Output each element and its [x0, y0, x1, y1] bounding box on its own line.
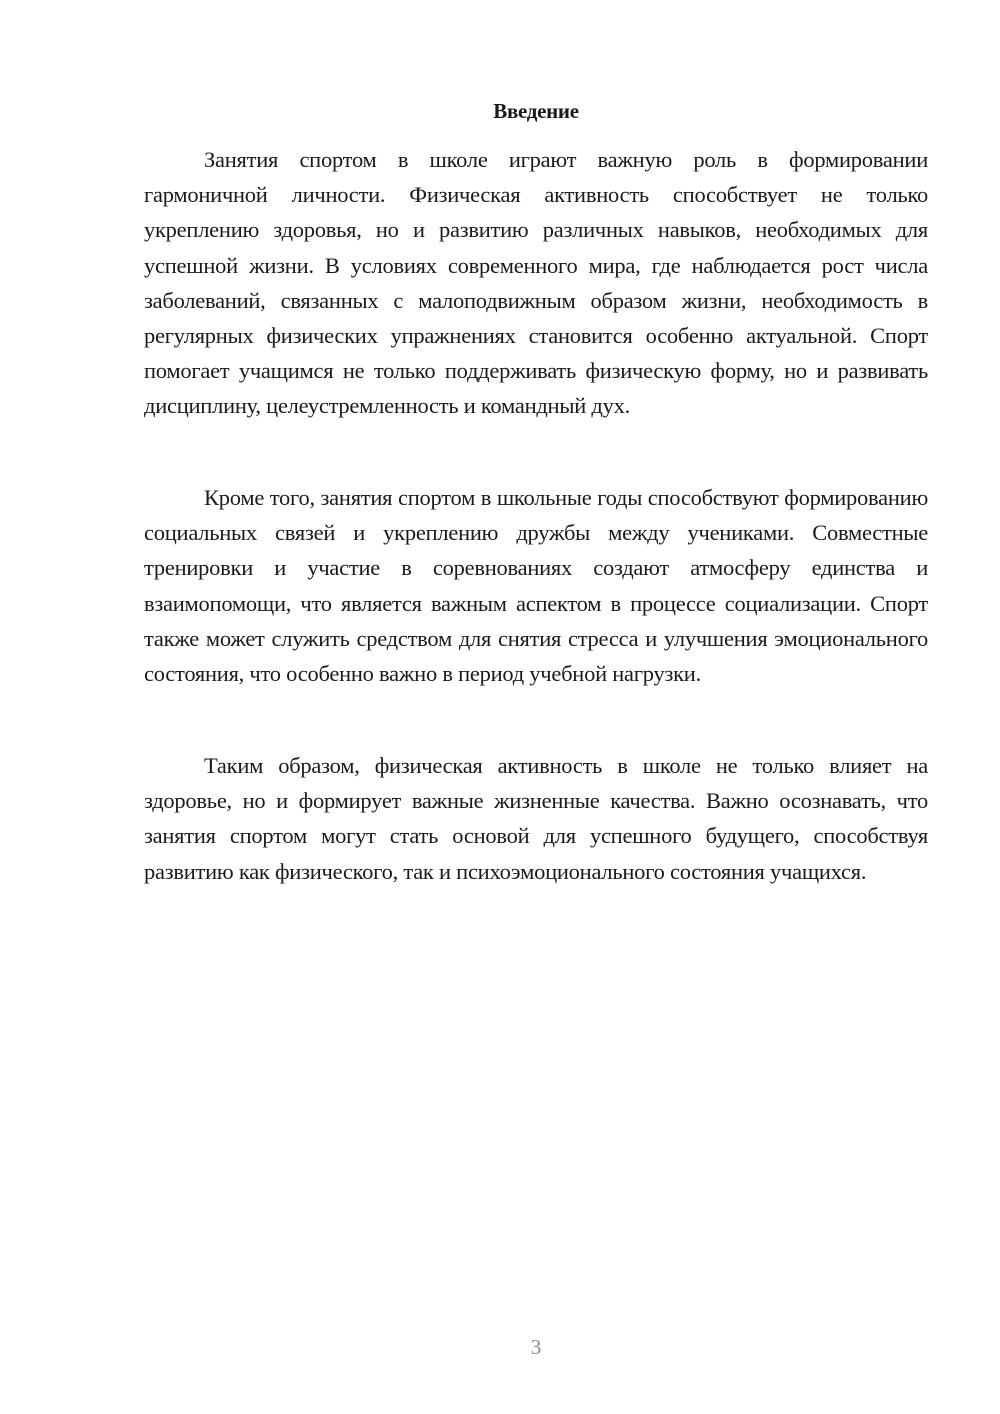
section-heading: Введение: [493, 99, 579, 123]
page-number: 3: [530, 1335, 542, 1359]
body-paragraph: Занятия спортом в школе играют важную роль в формировании гармоничной личности. Физическая активность способствует не только укреплению здоровья, но и развитию различных навыков, необходимых для успешной жизни. В условиях современного мира, где наблюдается рост числа заболеваний, связанных с малоподвижным образом жизни, необходимость в регулярных физических упражнениях становится особенно актуальной. Спорт помогает учащимся не только поддерживать физическую форму, но и развивать дисциплину, целеустремленность и командный дух.: [144, 147, 928, 419]
paragraph-block-1: [144, 142, 928, 424]
paragraph-block-2: [144, 480, 928, 691]
body-paragraph: Таким образом, физическая активность в школе не только влияет на здоровье, но и формирует важные жизненные качества. Важно осознавать, что занятия спортом могут стать основой для успешного будущего, способствуя развитию как физического, так и психоэмоционального состояния учащихся.: [144, 753, 928, 884]
body-paragraph: Кроме того, занятия спортом в школьные годы способствуют формированию социальных связей и укреплению дружбы между учениками. Совместные тренировки и участие в соревнованиях создают атмосферу единства и взаимопомощи, что является важным аспектом в процессе социализации. Спорт также может служить средством для снятия стресса и улучшения эмоционального состояния, что особенно важно в период учебной нагрузки.: [144, 485, 928, 687]
paragraph-block-3: [144, 748, 928, 889]
